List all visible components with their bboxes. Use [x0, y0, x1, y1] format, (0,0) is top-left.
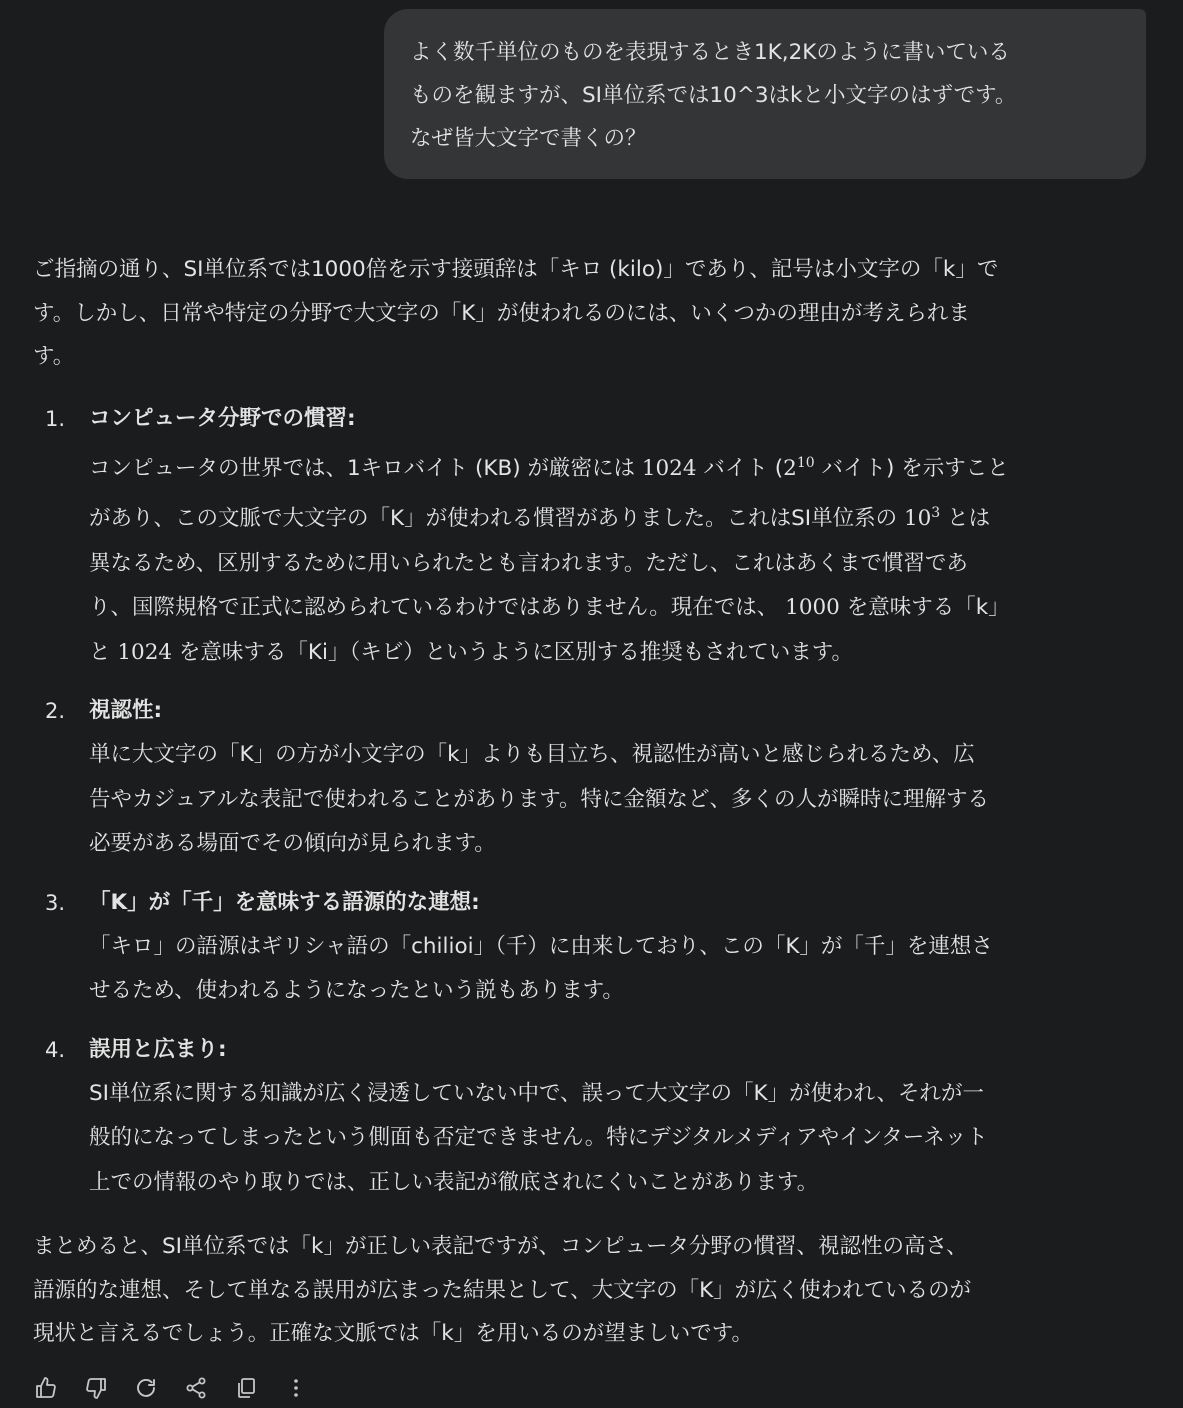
body-line: せるため、使われるようになったという説もあります。: [89, 978, 624, 1004]
body-line: と 1024 を意味する「Ki」（キビ）というように区別する推奨もされています。: [89, 639, 854, 665]
body-line: 必要がある場面でその傾向が見られます。: [89, 831, 496, 857]
regenerate-icon[interactable]: [130, 1372, 162, 1404]
body-line: 上での情報のやり取りでは、正しい表記が徹底されにくいことがあります。: [89, 1169, 819, 1195]
summary-line: 現状と言えるでしょう。正確な文脈では「k」を用いるのが望ましいです。: [33, 1321, 754, 1347]
summary-line: 語源的な連想、そして単なる誤用が広まった結果として、大文字の「K」が広く使われているのが: [33, 1277, 972, 1303]
math-exponent: 3: [931, 505, 941, 522]
math-number: 1024: [641, 455, 697, 481]
list-item-body: [89, 1072, 1149, 1206]
list-item: [33, 1028, 1149, 1206]
body-line: があり、この文脈で大文字の「K」が使われる慣習がありました。これはSI単位系の $10^3$ とは: [89, 505, 991, 532]
body-line: 単に大文字の「K」の方が小文字の「k」よりも目立ち、視認性が高いと感じられるため、広: [89, 742, 975, 768]
math-number: 10: [903, 506, 932, 532]
intro-line: す。しかし、日常や特定の分野で大文字の「K」が使われるのには、いくつかの理由が考えられま: [33, 300, 970, 326]
list-item-title: 視認性:: [89, 698, 163, 724]
body-line: 般的になってしまったという側面も否定できません。特にデジタルメディアやインターネット: [89, 1125, 988, 1151]
body-line: 「キロ」の語源はギリシャ語の「chilioi」（千）に由来しており、この「K」が「千」を連想さ: [89, 933, 993, 959]
share-icon[interactable]: [180, 1372, 212, 1404]
list-number: 3.: [45, 890, 66, 915]
user-message-line: ものを観ますが、SI単位系では10^3はkと小文字のはずです。: [410, 83, 1017, 108]
list-item-body: [89, 925, 1149, 1014]
math-number: 1000: [785, 595, 840, 621]
list-number: 2.: [45, 699, 66, 724]
assistant-response: [33, 248, 1149, 1356]
math-exponent: 10: [796, 454, 815, 471]
copy-icon[interactable]: [230, 1372, 262, 1404]
intro-line: す。: [33, 344, 75, 369]
thumbs-up-icon[interactable]: [30, 1372, 62, 1404]
summary-line: まとめると、SI単位系では「k」が正しい表記ですが、コンピュータ分野の慣習、視認性の高さ、: [33, 1234, 968, 1260]
list-item-title: コンピュータ分野での慣習:: [89, 405, 356, 431]
user-message-line: よく数千単位のものを表現するとき1K,2Kのように書いている: [410, 40, 1010, 65]
list-number: 1.: [45, 406, 66, 431]
list-item: [33, 689, 1149, 867]
body-line: り、国際規格で正式に認められているわけではありません。現在では、 1000 を意味する「k」: [89, 595, 1010, 621]
list-item-body: [89, 733, 1149, 867]
math-number: 2: [783, 455, 797, 481]
list-item: [33, 881, 1149, 1014]
body-line: SI単位系に関する知識が広く浸透していない中で、誤って大文字の「K」が使われ、それが一: [89, 1080, 984, 1106]
thumbs-down-icon[interactable]: [80, 1372, 112, 1404]
list-item-title: 誤用と広まり:: [89, 1036, 227, 1062]
list-item-body: [89, 441, 1149, 676]
response-intro: [33, 248, 1149, 379]
reasons-list: [33, 397, 1149, 1206]
user-message-bubble: [384, 9, 1146, 179]
list-item-title: 「K」が「千」を意味する語源的な連想:: [89, 889, 480, 915]
response-summary: [33, 1225, 1149, 1356]
math-number: 1024: [117, 639, 173, 665]
body-line: 告やカジュアルな表記で使われることがあります。特に金額など、多くの人が瞬時に理解する: [89, 786, 989, 812]
body-line: コンピュータの世界では、1キロバイト (KB) が厳密には 1024 バイト ($2^{10}$ バイト) を示すこと: [89, 454, 1009, 481]
list-item: [33, 397, 1149, 676]
response-actions: [30, 1372, 330, 1404]
intro-line: ご指摘の通り、SI単位系では1000倍を示す接頭辞は「キロ (kilo)」であり、記号は小文字の「k」で: [33, 257, 999, 282]
user-message-line: なぜ皆大文字で書くの？: [410, 126, 647, 151]
more-vert-icon[interactable]: [280, 1372, 312, 1404]
list-number: 4.: [45, 1037, 66, 1062]
body-line: 異なるため、区別するために用いられたとも言われます。ただし、これはあくまで慣習であ: [89, 550, 968, 576]
